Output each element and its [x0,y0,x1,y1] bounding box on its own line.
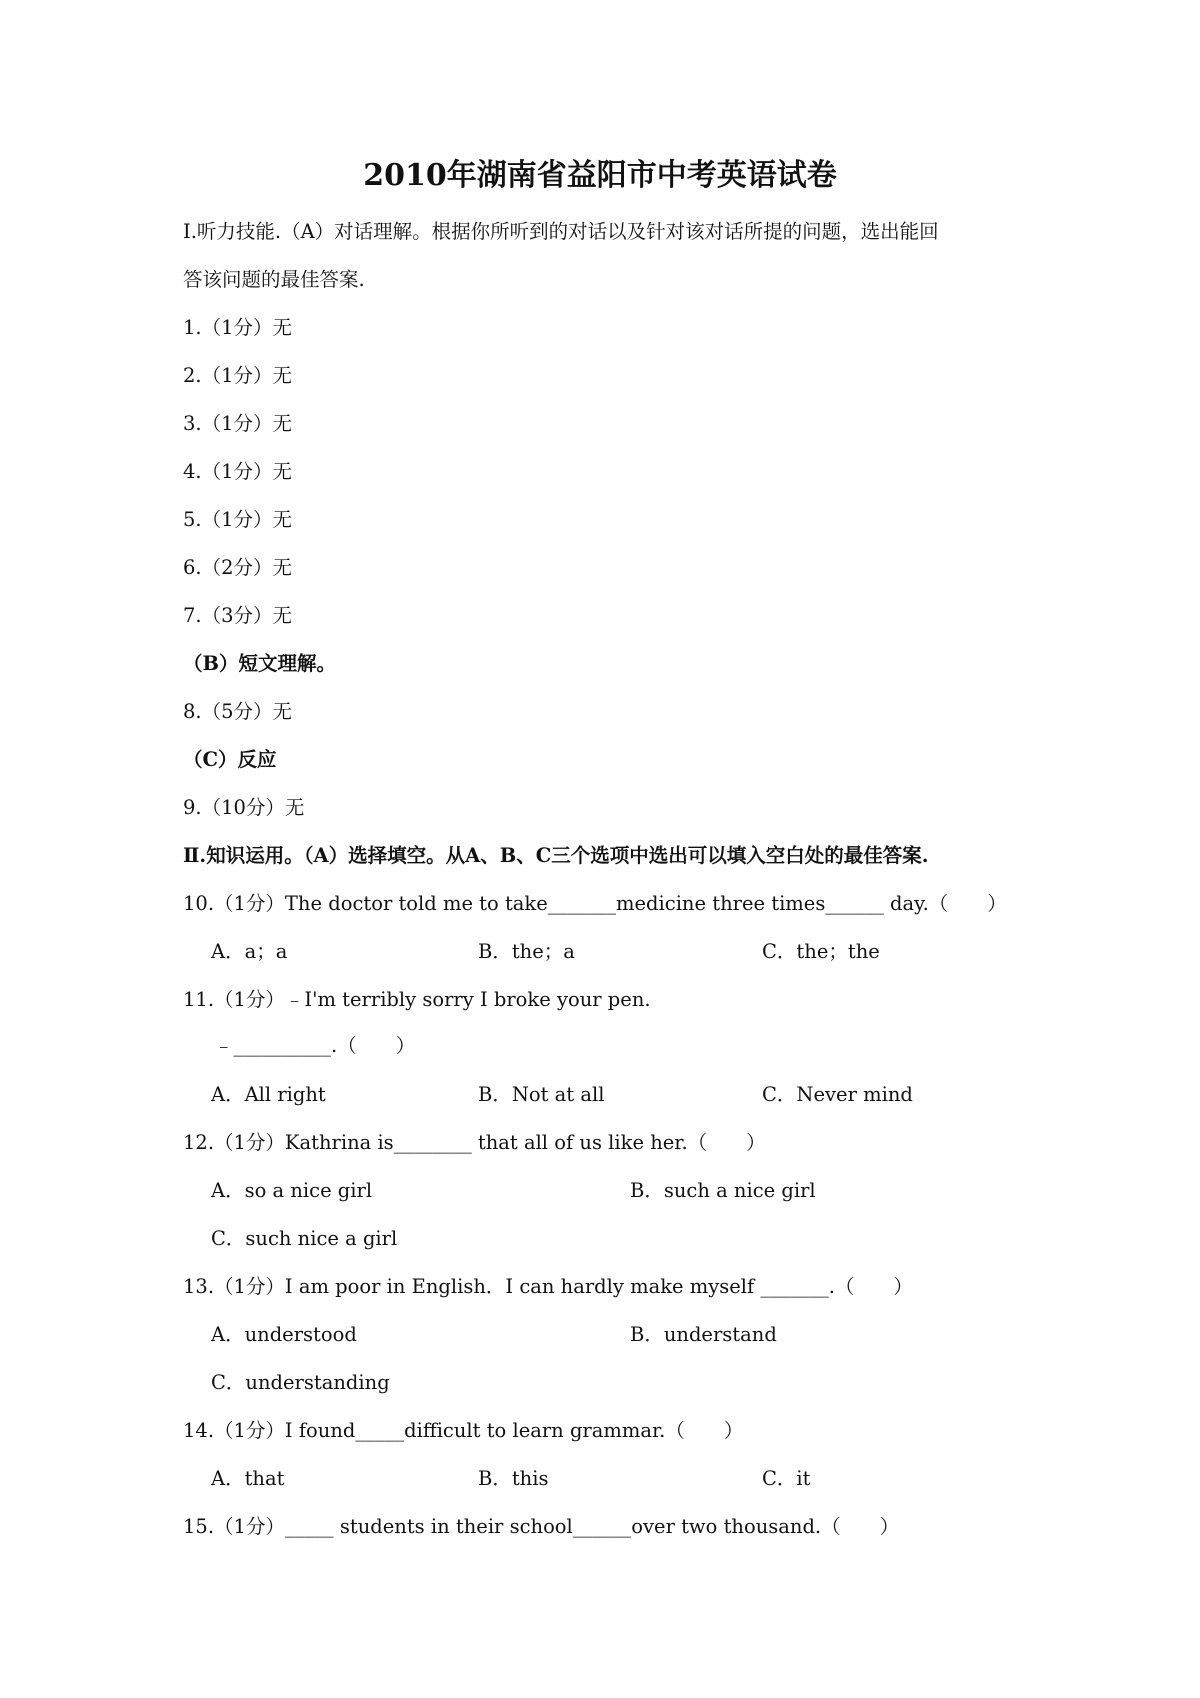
listening-item-3: 3.（1分）无 [183,412,293,435]
question-14-stem: 14.（1分）I found_____difficult to learn grammar.（ ） [183,1419,744,1442]
question-12-stem: 12.（1分）Kathrina is________ that all of us like her.（ ） [183,1131,766,1154]
section-1-heading-line-1: Ⅰ.听力技能.（A）对话理解。根据你所听到的对话以及针对该对话所提的问题，选出能回 [183,220,939,243]
listening-item-6: 6.（2分）无 [183,556,293,579]
question-12-option-b: B．such a nice girl [630,1179,816,1202]
listening-item-8: 8.（5分）无 [183,700,293,723]
question-14-option-b: B．this [478,1467,549,1490]
question-14-option-a: A．that [211,1467,285,1490]
question-10-option-a: A．a；a [211,940,288,963]
question-13-stem: 13.（1分）I am poor in English．I can hardly make myself _______.（ ） [183,1275,913,1298]
question-11-option-b: B．Not at all [478,1083,605,1106]
question-10-stem: 10.（1分）The doctor told me to take_______medicine three times______ day.（ ） [183,892,1007,915]
listening-item-9: 9.（10分）无 [183,796,305,819]
page-title: 2010年湖南省益阳市中考英语试卷 [363,158,837,193]
question-13-option-c: C．understanding [211,1371,390,1394]
listening-item-5: 5.（1分）无 [183,508,293,531]
question-13-option-a: A．understood [211,1323,357,1346]
listening-item-7: 7.（3分）无 [183,604,293,627]
question-15-stem: 15.（1分）_____ students in their school______over two thousand.（ ） [183,1515,900,1538]
question-11-stem-line-2: ﹣__________.（ ） [214,1034,416,1057]
section-2-heading: Ⅱ.知识运用。（A）选择填空。从A、B、C三个选项中选出可以填入空白处的最佳答案. [183,844,929,867]
question-13-option-b: B．understand [630,1323,777,1346]
subsection-c-heading: （C）反应 [183,748,277,771]
question-12-option-a: A．so a nice girl [211,1179,373,1202]
listening-item-1: 1.（1分）无 [183,316,293,339]
question-10-option-c: C．the；the [762,940,880,963]
subsection-b-heading: （B）短文理解。 [183,652,336,675]
question-12-option-c: C．such nice a girl [211,1227,398,1250]
question-11-option-c: C．Never mind [762,1083,913,1106]
question-11-stem: 11.（1分）﹣I'm terribly sorry I broke your pen. [183,988,651,1011]
question-14-option-c: C．it [762,1467,811,1490]
question-10-option-b: B．the；a [478,940,575,963]
listening-item-2: 2.（1分）无 [183,364,293,387]
section-1-heading-line-2: 答该问题的最佳答案. [183,268,365,291]
question-11-option-a: A．All right [211,1083,326,1106]
listening-item-4: 4.（1分）无 [183,460,293,483]
